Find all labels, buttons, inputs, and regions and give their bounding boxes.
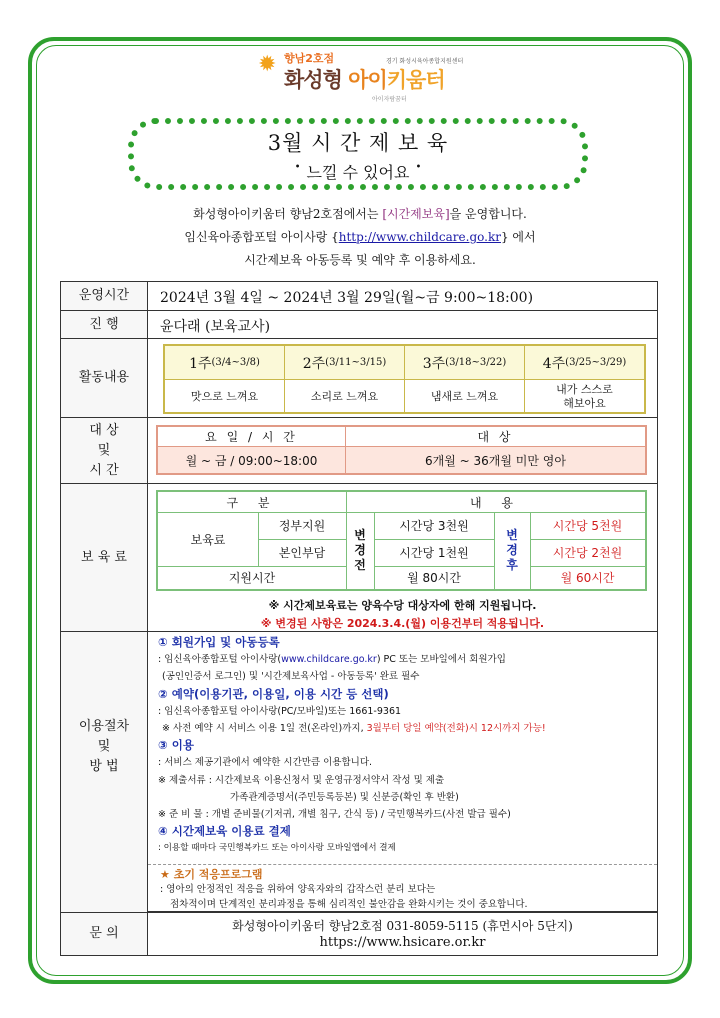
logo-main: 화성형 아이키움터 [284,68,445,92]
logo [258,50,468,102]
fee-category-label: 보육료 [190,532,226,547]
sun-icon: ✹ [258,52,277,77]
step-3-line-3: 가족관계증명서(주민등록등본) 및 신분증(확인 후 반환) [230,791,459,803]
intro-line-3: 시간제보육 아동등록 및 예약 후 이용하세요. [244,253,476,267]
fee-gov-label: 정부지원 [278,519,326,533]
title-box [128,118,588,190]
activity-table [163,344,646,414]
staff-row [61,310,657,338]
step-2-line-1: : 임신육아종합포털 아이사랑(PC/모바일)또는 1661-9361 [158,705,402,717]
contact-line-1: 화성형아이키움터 향남2호점 031-8059-5115 (휴먼시아 5단지) [232,919,573,933]
fee-gov-before: 시간당 3천원 [399,519,469,533]
fee-self-before: 시간당 1천원 [399,546,469,560]
staff-label: 진 행 [61,311,148,338]
early-program-heading: ★ 초기 적응프로그램 [160,868,263,881]
fee-head-category: 구 분 [226,495,278,510]
activity-row [61,338,657,417]
fee-table [156,490,647,591]
intro-line-1: 화성형아이키움터 향남2호점에서는 [시간제보육]을 운영합니다. [193,207,527,221]
fee-label: 보 육 료 [61,484,148,631]
target-age-value: 6개월 ~ 36개월 미만 영아 [346,447,645,473]
step-3-line-2: ※ 제출서류 : 시간제보육 이용신청서 및 운영규정서약서 작성 및 제출 [158,774,445,786]
activity-label: 활동내용 [61,339,148,417]
contact-url[interactable]: https://www.hsicare.or.kr [319,935,486,950]
fee-self-after: 시간당 2천원 [552,546,623,560]
activity-week-2: 2주 (3/11~3/15) [285,346,405,380]
early-program [148,864,657,912]
logo-sub: 경기 화성시육아종합지원센터 [386,58,464,65]
fee-after-label: 변 경 후 [506,528,518,572]
step-3-line-4: ※ 준 비 물 : 개별 준비물(기저귀, 개별 침구, 간식 등) / 국민행복카드(사전 발급 필수) [158,809,511,821]
page-title: 3월 시 간 제 보 육 [267,131,449,155]
logo-tagline: 아이자람꿈터 [372,96,407,103]
intro-line-2: 임신육아종합포털 아이사랑 {http://www.childcare.go.kr} 에서 [184,230,536,244]
fee-head-content: 내 용 [470,495,521,510]
activity-desc-2: 소리로 느껴요 [285,380,405,414]
childcare-link-2[interactable]: www.childcare.go.kr [281,654,377,666]
activity-desc-1: 맛으로 느껴요 [165,380,285,414]
target-table [156,425,647,475]
activity-desc-3: 냄새로 느껴요 [405,380,525,414]
fee-time-label: 지원시간 [228,571,276,585]
info-table [60,281,658,912]
step-1-line-1: : 임신육아종합포털 아이사랑(www.childcare.go.kr) PC 또는 모바일에서 회원가입 [158,654,506,666]
step-4-heading: ④ 시간제보육 이용료 결제 [158,824,291,839]
fee-row [61,483,657,631]
step-4-line-1: : 이용할 때마다 국민행복카드 또는 아이사랑 모바일앱에서 결제 [158,843,396,854]
childcare-link[interactable]: http://www.childcare.go.kr [338,230,501,244]
step-1-line-2: (공인인증서 로그인) 및 '시간제보육사업 - 아동등록' 완료 필수 [162,671,420,683]
page-subtitle: • 느낄 수 있어요 • [294,162,422,182]
logo-branch: 향남2호점 [284,52,335,65]
target-row [61,417,657,483]
hours-value: 2024년 3월 4일 ~ 2024년 3월 29일(월~금 9:00~18:00) [160,290,534,306]
fee-before-label: 변 경 전 [354,528,366,572]
staff-value: 윤다래 (보육교사) [160,319,271,335]
procedure-steps [158,634,648,858]
procedure-label: 이용절차 및 방 법 [61,632,148,862]
activity-desc-4: 내가 스스로 해보아요 [556,383,613,410]
fee-time-after: 월 60시간 [560,571,615,585]
hours-label: 운영시간 [61,282,148,310]
fee-note-2: ※ 변경된 사항은 2024.3.4.(월) 이용건부터 적용됩니다. [260,617,545,630]
target-head-time: 요 일 / 시 간 [158,427,346,447]
fee-gov-after: 시간당 5천원 [552,519,623,533]
procedure-row [61,631,657,912]
early-program-line-1: : 영아의 안정적인 적응을 위하여 양육자와의 갑작스런 분리 보다는 [160,884,436,895]
target-head-target: 대 상 [346,427,645,447]
step-2-heading: ② 예약(이용기관, 이용일, 이용 시간 등 선택) [158,686,389,701]
activity-week-3: 3주 (3/18~3/22) [405,346,525,380]
fee-note-1: ※ 시간제보육료는 양육수당 대상자에 한해 지원됩니다. [268,599,537,612]
fee-self-label: 본인부담 [278,546,326,560]
step-2-line-2: ※ 사전 예약 시 서비스 이용 1일 전(온라인)까지, 3월부터 당일 예약(전화)시 12시까지 가능! [162,723,546,735]
target-time-value: 월 ~ 금 / 09:00~18:00 [158,447,346,473]
target-label: 대 상 및 시 간 [61,418,148,483]
fee-time-before: 월 80시간 [407,571,461,585]
activity-week-4: 4주 (3/25~3/29) [525,346,644,380]
early-program-line-2: 점차적이며 단계적인 분리과정을 통해 심리적인 불안감을 완화시키는 것이 중요합니다. [170,899,528,910]
step-1-heading: ① 회원가입 및 아동등록 [158,635,280,649]
step-3-line-1: : 서비스 제공기관에서 예약한 시간만큼 이용합니다. [158,757,373,769]
step-3-heading: ③ 이용 [158,738,194,753]
contact-row [60,912,658,956]
contact-label: 문 의 [61,913,148,955]
hours-row [61,282,657,310]
activity-week-1: 1주 (3/4~3/8) [165,346,285,380]
